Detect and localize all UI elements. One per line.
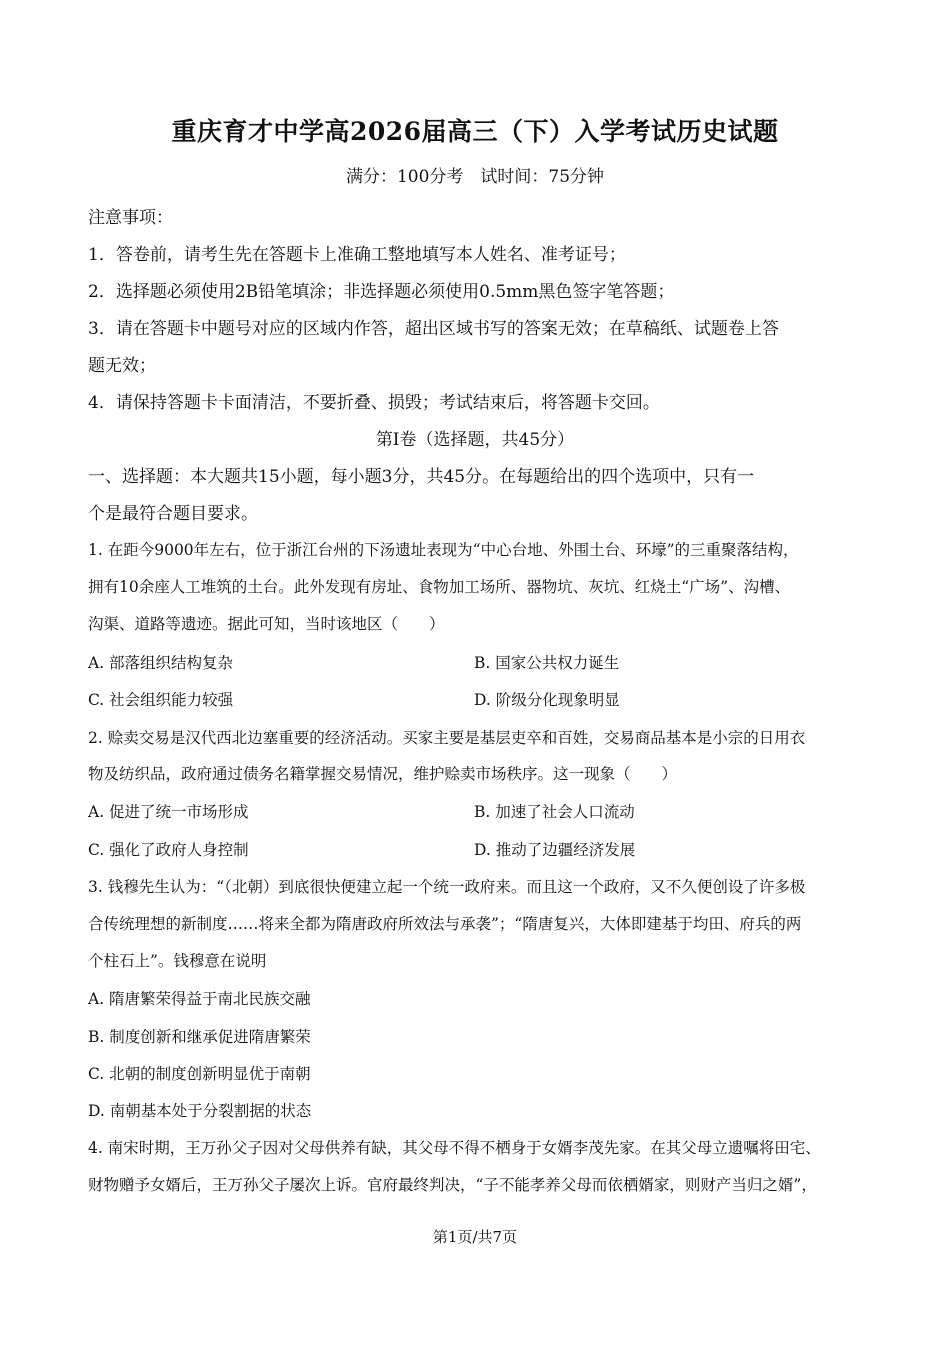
question-1-text: 拥有10余座人工堆筑的土台。此外发现有房址、食物加工场所、器物坑、灰坑、红烧土“广场”、沟槽、 bbox=[88, 578, 791, 596]
question-1-text: 1. 在距今9000年左右，位于浙江台州的下汤遗址表现为“中心台地、外围土台、环壕”的三重聚落结构， bbox=[88, 541, 799, 559]
section-intro: 一、选择题：本大题共15小题，每小题3分，共45分。在每题给出的四个选项中，只有一 bbox=[88, 467, 755, 487]
notice-item: 4．请保持答题卡卡面清洁，不要折叠、损毁；考试结束后，将答题卡交回。 bbox=[88, 393, 660, 413]
question-1-text: 沟渠、道路等遗迹。据此可知，当时该地区（ ） bbox=[88, 615, 445, 633]
question-3-option-c: C. 北朝的制度创新明显优于南朝 bbox=[88, 1065, 311, 1083]
score-time-line: 满分：100分考 试时间：75分钟 bbox=[345, 167, 605, 187]
notice-item: 题无效； bbox=[88, 356, 156, 376]
notice-item: 1．答卷前，请考生先在答题卡上准确工整地填写本人姓名、准考证号； bbox=[88, 245, 626, 265]
notice-heading: 注意事项： bbox=[88, 208, 173, 228]
question-3-text: 合传统理想的新制度……将来全都为隋唐政府所效法与承袭”；“隋唐复兴，大体即建基于均田、府兵的两 bbox=[88, 915, 802, 933]
question-1-option-d: D. 阶级分化现象明显 bbox=[474, 691, 620, 709]
question-2-option-d: D. 推动了边疆经济发展 bbox=[474, 841, 636, 859]
page-title: 重庆育才中学高2026届高三（下）入学考试历史试题 bbox=[171, 117, 779, 146]
notice-item: 2．选择题必须使用2B铅笔填涂；非选择题必须使用0.5mm黑色签字笔答题； bbox=[88, 282, 675, 302]
question-3-option-d: D. 南朝基本处于分裂割据的状态 bbox=[88, 1102, 312, 1120]
question-3-option-b: B. 制度创新和继承促进隋唐繁荣 bbox=[88, 1028, 311, 1046]
question-3-option-a: A. 隋唐繁荣得益于南北民族交融 bbox=[88, 990, 311, 1008]
question-4-text: 4. 南宋时期，王万孙父子因对父母供养有缺，其父母不得不栖身于女婿李茂先家。在其父母立遗嘱将田宅、 bbox=[88, 1139, 821, 1157]
question-2-option-c: C. 强化了政府人身控制 bbox=[88, 841, 249, 859]
notice-item: 3．请在答题卡中题号对应的区域内作答，超出区域书写的答案无效；在草稿纸、试题卷上答 bbox=[88, 319, 779, 339]
section-intro: 个是最符合题目要求。 bbox=[88, 504, 258, 524]
question-1-option-c: C. 社会组织能力较强 bbox=[88, 691, 234, 709]
question-1-option-b: B. 国家公共权力诞生 bbox=[474, 654, 620, 672]
question-1-option-a: A. 部落组织结构复杂 bbox=[88, 654, 234, 672]
question-2-text: 物及纺织品，政府通过债务名籍掌握交易情况，维护赊卖市场秩序。这一现象（ ） bbox=[88, 765, 678, 783]
question-2-option-a: A. 促进了统一市场形成 bbox=[88, 803, 249, 821]
question-2-text: 2. 赊卖交易是汉代西北边塞重要的经济活动。买家主要是基层吏卒和百姓，交易商品基本是小宗的日用衣 bbox=[88, 729, 806, 747]
section-title: 第Ⅰ卷（选择题，共45分） bbox=[375, 430, 575, 450]
question-3-text: 个柱石上”。钱穆意在说明 bbox=[88, 952, 267, 970]
page-footer: 第1页/共7页 bbox=[432, 1228, 518, 1246]
question-2-option-b: B. 加速了社会人口流动 bbox=[474, 803, 635, 821]
question-3-text: 3. 钱穆先生认为：“（北朝）到底很快便建立起一个统一政府来。而且这一个政府，又不久便创设了许多极 bbox=[88, 878, 806, 896]
question-4-text: 财物赠予女婿后，王万孙父子屡次上诉。官府最终判决，“子不能孝养父母而依栖婿家，则财产当归之婿”， bbox=[88, 1176, 817, 1194]
